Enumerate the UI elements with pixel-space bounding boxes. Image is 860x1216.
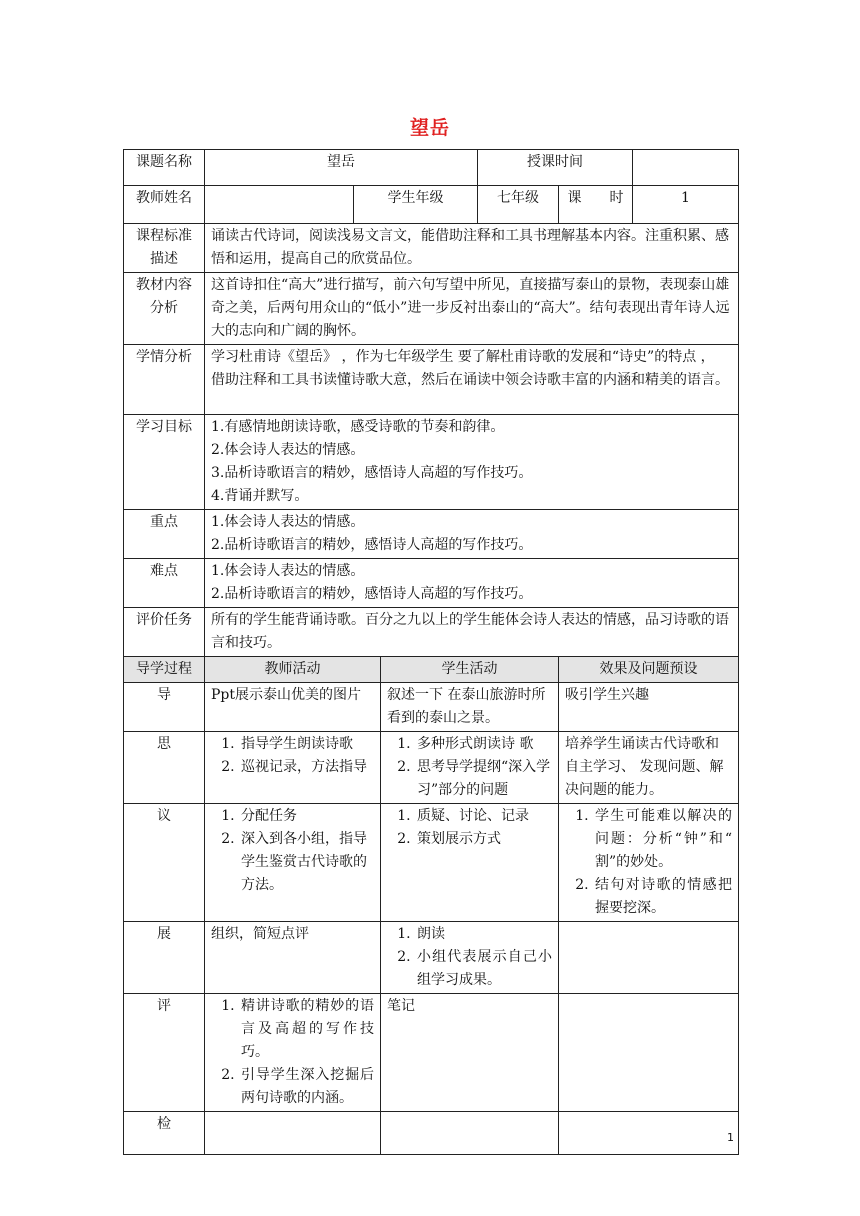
student-activity — [381, 804, 559, 922]
class-hours-value: 1 — [633, 186, 739, 224]
goal-item: 1.有感情地朗读诗歌，感受诗歌的节奏和韵律。 — [211, 419, 505, 435]
info-row-course — [124, 150, 739, 186]
stage-label: 检 — [124, 1112, 205, 1155]
course-name-value: 望岳 — [205, 150, 478, 186]
learner-text: 学习杜甫诗《望岳》 ，作为七年级学生 要了解杜甫诗歌的发展和“诗史”的特点 ， 借助注释和工具书读懂诗歌大意，然后在诵读中领会诗歌丰富的内涵和精美的语言。 — [205, 345, 739, 415]
info-row-teacher — [124, 186, 739, 224]
standard-label: 课程标准描述 — [124, 224, 205, 273]
learner-label: 学情分析 — [124, 345, 205, 415]
teacher-activity — [205, 994, 381, 1112]
key-points-list — [205, 510, 739, 559]
teacher-activity: 组织，简短点评 — [205, 922, 381, 994]
difficult-points-list — [205, 559, 739, 608]
grade-label: 学生年级 — [354, 186, 478, 224]
teacher-activity — [205, 732, 381, 804]
process-row-think — [124, 732, 739, 804]
list-item: 2. 引导学生深入挖掘后两句诗歌的内涵。 — [239, 1064, 374, 1110]
list-item: 2. 策划展示方式 — [415, 828, 552, 851]
evaluation-text: 所有的学生能背诵诗歌。百分之九以上的学生能体会诗人表达的情感，品习诗歌的语言和技巧。 — [205, 608, 739, 657]
goals-label: 学习目标 — [124, 415, 205, 510]
process-header-stage: 导学过程 — [124, 657, 205, 683]
list-item: 1. 学生可能难以解决的问题：分析“钟”和“ 割”的妙处。 — [593, 805, 732, 874]
teach-time-value — [633, 150, 739, 186]
effect-preset — [559, 994, 739, 1112]
effect-preset: 吸引学生兴趣 — [559, 683, 739, 732]
grade-value: 七年级 — [478, 186, 559, 224]
evaluation-label: 评价任务 — [124, 608, 205, 657]
section-learner — [124, 345, 739, 415]
section-material — [124, 273, 739, 345]
goal-item: 2.体会诗人表达的情感。 — [211, 442, 365, 458]
goals-list — [205, 415, 739, 510]
process-row-check — [124, 1112, 739, 1155]
page-number: 1 — [727, 1131, 734, 1144]
section-difficult-points — [124, 559, 739, 608]
student-activity: 笔记 — [381, 994, 559, 1112]
list-item: 1. 精讲诗歌的精妙的语言及高超的写作技巧。 — [239, 995, 374, 1064]
list-item: 2. 小组代表展示自己小组学习成果。 — [415, 946, 552, 992]
teacher-value — [205, 186, 354, 224]
teacher-activity: Ppt展示泰山优美的图片 — [205, 683, 381, 732]
stage-label: 导 — [124, 683, 205, 732]
section-standard — [124, 224, 739, 273]
stage-label: 展 — [124, 922, 205, 994]
student-activity-list — [387, 733, 552, 802]
goal-item: 4.背诵并默写。 — [211, 488, 309, 504]
difficult-point-item: 1.体会诗人表达的情感。 — [211, 563, 365, 579]
process-row-evaluate — [124, 994, 739, 1112]
material-label: 教材内容分析 — [124, 273, 205, 345]
document-title: 望岳 — [409, 117, 450, 139]
teach-time-label: 授课时间 — [478, 150, 633, 186]
teacher-activity-list — [211, 733, 374, 779]
effect-preset — [559, 1112, 739, 1155]
student-activity — [381, 922, 559, 994]
process-row-show — [124, 922, 739, 994]
effect-preset-list — [565, 805, 732, 920]
material-text: 这首诗扣住“高大”进行描写，前六句写望中所见，直接描写泰山的景物，表现泰山雄奇之美，后两句用众山的“低小”进一步反衬出泰山的“高大”。结句表现出青年诗人远大的志向和广阔的胸怀。 — [205, 273, 739, 345]
teacher-activity — [205, 1112, 381, 1155]
section-key-points — [124, 510, 739, 559]
stage-label: 议 — [124, 804, 205, 922]
list-item: 2. 思考导学提纲“深入学习”部分的问题 — [415, 756, 552, 802]
teacher-activity-list — [211, 805, 374, 897]
stage-label: 思 — [124, 732, 205, 804]
teacher-activity — [205, 804, 381, 922]
effect-preset — [559, 804, 739, 922]
process-row-guide — [124, 683, 739, 732]
key-points-label: 重点 — [124, 510, 205, 559]
section-goals — [124, 415, 739, 510]
list-item: 1. 多种形式朗读诗 歌 — [415, 733, 552, 756]
difficult-points-label: 难点 — [124, 559, 205, 608]
list-item: 1. 朗读 — [415, 923, 552, 946]
key-point-item: 1.体会诗人表达的情感。 — [211, 514, 365, 530]
lesson-plan-table — [123, 149, 739, 1155]
process-header-student: 学生活动 — [381, 657, 559, 683]
list-item: 2. 深入到各小组，指导 学生鉴赏古代诗歌的方法。 — [239, 828, 374, 897]
class-hours-label: 课 时 — [559, 186, 633, 224]
section-evaluation — [124, 608, 739, 657]
student-activity-list — [387, 923, 552, 992]
effect-preset: 培养学生诵读古代诗歌和自主学习、 发现问题、解决问题的能力。 — [559, 732, 739, 804]
list-item: 1. 分配任务 — [239, 805, 374, 828]
process-row-discuss — [124, 804, 739, 922]
student-activity — [381, 732, 559, 804]
list-item: 1. 质疑、讨论、记录 — [415, 805, 552, 828]
list-item: 2. 结句对诗歌的情感把握要挖深。 — [593, 874, 732, 920]
goal-item: 3.品析诗歌语言的精妙，感悟诗人高超的写作技巧。 — [211, 465, 533, 481]
process-header-effect: 效果及问题预设 — [559, 657, 739, 683]
stage-label: 评 — [124, 994, 205, 1112]
student-activity-list — [387, 805, 552, 851]
difficult-point-item: 2.品析诗歌语言的精妙，感悟诗人高超的写作技巧。 — [211, 586, 533, 602]
standard-text: 诵读古代诗词，阅读浅易文言文，能借助注释和工具书理解基本内容。注重积累、感悟和运用，提高自己的欣赏品位。 — [205, 224, 739, 273]
list-item: 1. 指导学生朗读诗歌 — [239, 733, 374, 756]
student-activity — [381, 1112, 559, 1155]
effect-preset — [559, 922, 739, 994]
student-activity: 叙述一下 在泰山旅游时所看到的泰山之景。 — [381, 683, 559, 732]
course-name-label: 课题名称 — [124, 150, 205, 186]
list-item: 2. 巡视记录，方法指导 — [239, 756, 374, 779]
process-header-row — [124, 657, 739, 683]
key-point-item: 2.品析诗歌语言的精妙，感悟诗人高超的写作技巧。 — [211, 537, 533, 553]
process-header-teacher: 教师活动 — [205, 657, 381, 683]
teacher-label: 教师姓名 — [124, 186, 205, 224]
teacher-activity-list — [211, 995, 374, 1110]
